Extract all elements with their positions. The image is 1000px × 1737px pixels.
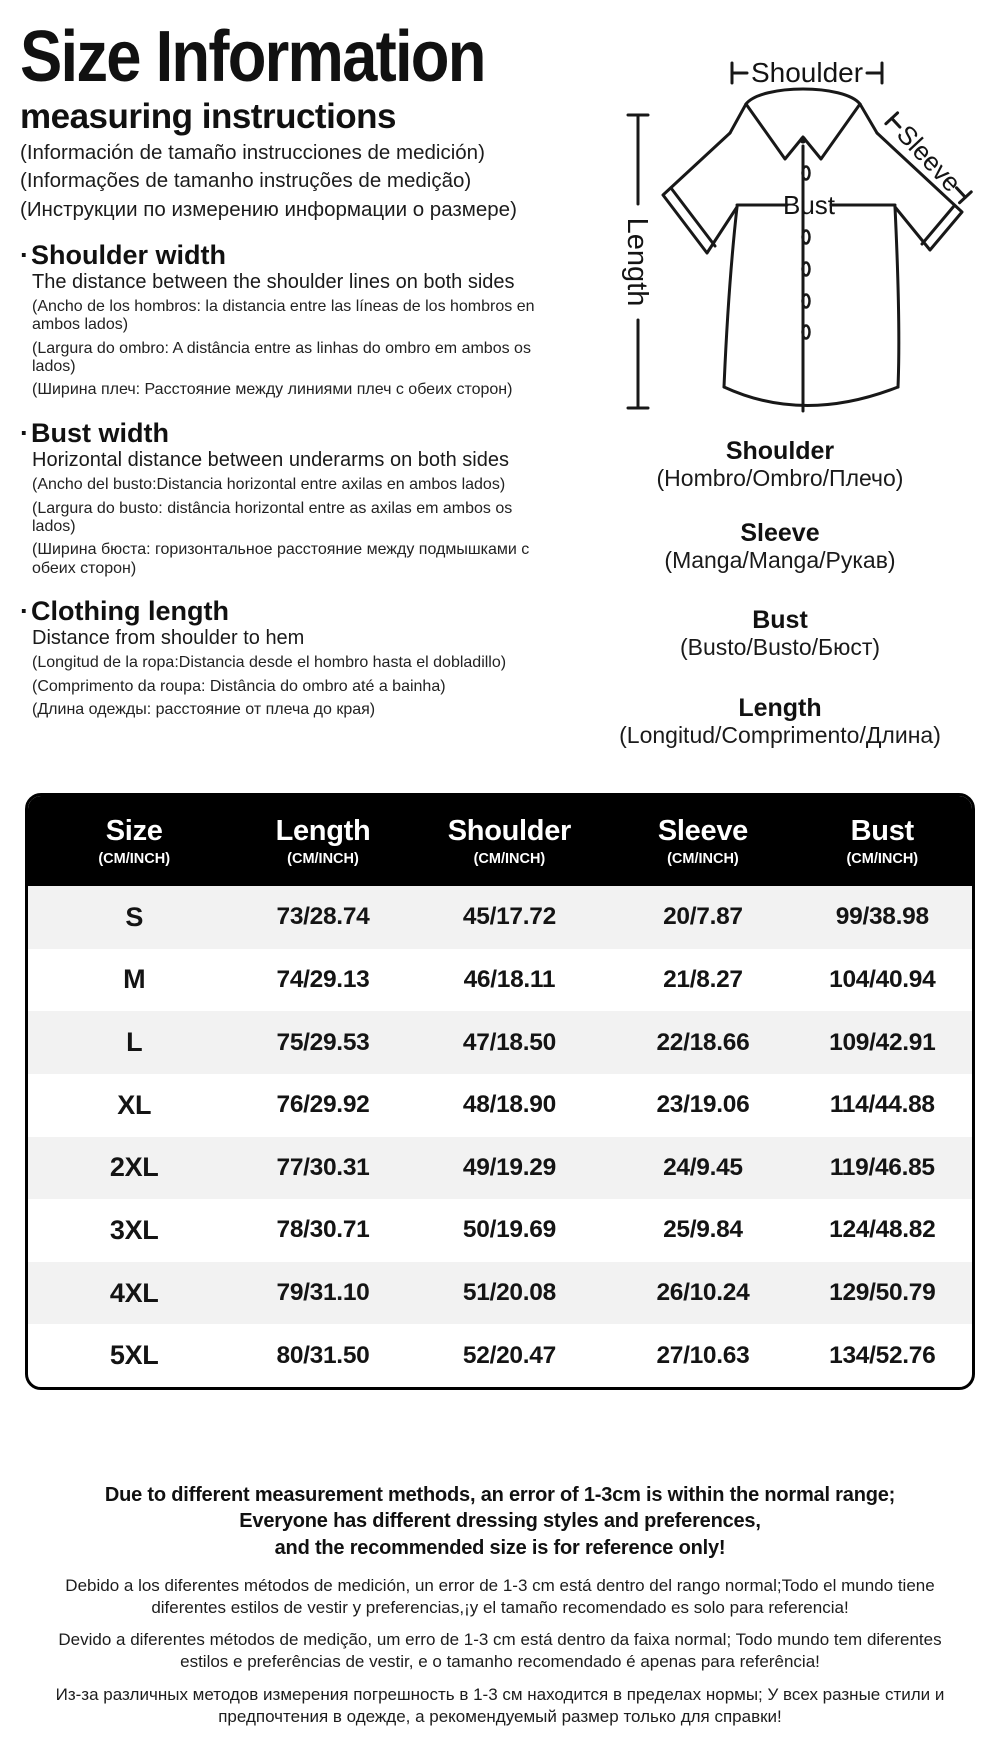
instructions-column — [20, 17, 565, 724]
section-description: Distance from shoulder to hem — [32, 627, 305, 650]
column-label: Shoulder — [447, 815, 572, 847]
cell-shoulder: 45/17.72 — [462, 903, 556, 931]
legend-translation: (Hombro/Ombro/Плечо) — [656, 465, 904, 492]
cell-bust: 99/38.98 — [835, 903, 929, 931]
subtitle-translation-pt: (Informações de tamanho instruções de medição) — [20, 169, 472, 193]
section-note-pt: (Comprimento da roupa: Distância do ombro até a bainha) — [32, 677, 446, 695]
legend-sleeve — [560, 520, 1000, 574]
section-note-es: (Ancho del busto:Distancia horizontal entre axilas en ambos lados) — [32, 476, 506, 494]
legend-term: Bust — [752, 606, 808, 634]
shoulder-measure-annotation — [732, 57, 882, 88]
disclaimer-ru: Из-за различных методов измерения погрешность в 1-3 см находится в пределах нормы; У всех разные стили и предпочтения в одежде, а рекомендуемый размер только для справки! — [55, 1684, 945, 1726]
cell-size: 3XL — [109, 1214, 159, 1245]
shirt-measurement-diagram — [560, 40, 1000, 432]
cell-size: 4XL — [109, 1277, 159, 1308]
disclaimer-en-line3: and the recommended size is for reference only! — [274, 1536, 726, 1559]
cell-bust: 129/50.79 — [829, 1279, 936, 1307]
disclaimer-block — [20, 1482, 980, 1728]
disclaimer-pt: Devido a diferentes métodos de medição, um erro de 1-3 cm está dentro da faixa normal; Todo mundo tem diferentes estilos e preferências de vestir, e o tamanho recomendado é apenas para referência! — [58, 1630, 942, 1672]
column-label: Sleeve — [657, 815, 748, 847]
cell-length: 73/28.74 — [276, 903, 370, 931]
legend-term: Shoulder — [725, 437, 835, 465]
section-heading-text: Shoulder width — [31, 239, 226, 270]
section-note-es: (Ancho de los hombros: la distancia entre las líneas de los hombros en ambos lados) — [32, 297, 535, 334]
cell-bust: 104/40.94 — [829, 965, 936, 993]
column-header-shoulder — [406, 815, 614, 867]
cell-length: 74/29.13 — [276, 965, 370, 993]
cell-length: 79/31.10 — [276, 1279, 370, 1307]
subtitle-translation-ru: (Инструкции по измерению информации о размере) — [20, 197, 517, 221]
section-heading-text: Clothing length — [31, 596, 229, 627]
column-header-bust — [793, 815, 972, 867]
section-note-ru: (Длина одежды: расстояние от плеча до края) — [32, 701, 376, 719]
table-row-2xl — [28, 1137, 972, 1200]
cell-shoulder: 52/20.47 — [462, 1341, 556, 1369]
legend-term: Length — [738, 694, 822, 722]
cell-length: 77/30.31 — [276, 1153, 370, 1181]
table-row-3xl — [28, 1199, 972, 1262]
legend-translation: (Longitud/Comprimento/Длина) — [619, 722, 941, 749]
cell-shoulder: 47/18.50 — [462, 1028, 556, 1056]
legend-shoulder — [560, 438, 1000, 492]
size-table — [25, 793, 975, 1390]
page-title: Size Information — [20, 17, 485, 97]
legend-translation: (Manga/Manga/Рукав) — [664, 547, 896, 574]
cell-length: 76/29.92 — [276, 1091, 370, 1119]
table-row-5xl — [28, 1324, 972, 1387]
cell-size: 5XL — [109, 1340, 159, 1371]
section-heading — [20, 418, 565, 448]
bust-measure-annotation — [737, 190, 895, 220]
column-unit: (CM/INCH) — [287, 851, 359, 867]
table-row-s — [28, 886, 972, 949]
cell-shoulder: 50/19.69 — [462, 1216, 556, 1244]
cell-shoulder: 51/20.08 — [462, 1279, 556, 1307]
column-label: Size — [105, 815, 163, 847]
page-subtitle: measuring instructions — [20, 96, 397, 136]
sleeve-measure-annotation — [881, 108, 977, 207]
cell-sleeve: 22/18.66 — [656, 1028, 750, 1056]
legend-bust — [560, 607, 1000, 661]
table-row-m — [28, 949, 972, 1012]
cell-shoulder: 48/18.90 — [462, 1091, 556, 1119]
cell-length: 80/31.50 — [276, 1341, 370, 1369]
column-label: Bust — [850, 815, 914, 847]
legend-term: Sleeve — [740, 519, 820, 547]
shirt-left-sleeve — [663, 133, 737, 253]
length-measure-annotation — [621, 115, 653, 408]
cell-bust: 134/52.76 — [829, 1341, 936, 1369]
section-heading — [20, 240, 565, 270]
shirt-left-shoulder-seam — [730, 104, 746, 133]
section-note-ru: (Ширина плеч: Расстояние между линиями плеч с обеих сторон) — [32, 381, 513, 399]
bullet-dot: · — [20, 239, 29, 270]
length-diagram-label: Length — [621, 217, 653, 307]
cell-size: XL — [117, 1089, 152, 1120]
cell-length: 75/29.53 — [276, 1028, 370, 1056]
column-header-size — [28, 815, 240, 867]
cell-bust: 114/44.88 — [829, 1091, 935, 1119]
sleeve-diagram-label: Sleeve — [890, 119, 968, 198]
size-table-header — [28, 796, 972, 886]
section-heading-text: Bust width — [31, 417, 169, 448]
section-bust-width — [20, 418, 565, 578]
cell-bust: 109/42.91 — [829, 1028, 936, 1056]
column-unit: (CM/INCH) — [98, 851, 171, 867]
cell-size: M — [123, 964, 146, 995]
section-description: Horizontal distance between underarms on both sides — [32, 449, 509, 472]
section-clothing-length — [20, 596, 565, 719]
cell-size: S — [125, 901, 144, 932]
cell-bust: 124/48.82 — [829, 1216, 936, 1244]
cell-shoulder: 46/18.11 — [463, 965, 556, 993]
cell-length: 78/30.71 — [276, 1216, 370, 1244]
cell-sleeve: 26/10.24 — [656, 1279, 750, 1307]
section-note-ru: (Ширина бюста: горизонтальное расстояние между подмышками с обеих сторон) — [32, 541, 530, 577]
shirt-right-shoulder-seam — [860, 104, 877, 133]
size-table-body — [28, 886, 972, 1387]
legend-translation: (Busto/Busto/Бюст) — [679, 634, 881, 661]
disclaimer-en-line2: Everyone has different dressing styles and preferences, — [239, 1510, 761, 1533]
table-row-xl — [28, 1074, 972, 1137]
section-description: The distance between the shoulder lines on both sides — [32, 270, 515, 293]
column-unit: (CM/INCH) — [846, 851, 919, 867]
section-note-es: (Longitud de la ropa:Distancia desde el hombro hasta el dobladillo) — [32, 654, 507, 672]
cell-size: L — [126, 1027, 143, 1058]
legend-length — [560, 695, 1000, 749]
cell-sleeve: 25/9.84 — [663, 1216, 743, 1244]
section-shoulder-width — [20, 240, 565, 400]
cell-sleeve: 23/19.06 — [656, 1091, 750, 1119]
column-unit: (CM/INCH) — [667, 851, 739, 867]
cell-size: 2XL — [109, 1152, 159, 1183]
table-row-4xl — [28, 1262, 972, 1325]
shoulder-diagram-label: Shoulder — [750, 57, 864, 88]
shirt-body — [724, 207, 899, 406]
disclaimer-en-line1: Due to different measurement methods, an error of 1-3cm is within the normal range; — [104, 1484, 896, 1506]
column-header-sleeve — [613, 815, 792, 867]
column-label: Length — [275, 815, 371, 847]
cell-sleeve: 20/7.87 — [663, 903, 743, 931]
cell-sleeve: 24/9.45 — [663, 1153, 743, 1181]
bullet-dot: · — [20, 417, 29, 448]
table-row-l — [28, 1011, 972, 1074]
section-note-pt: (Largura do busto: distância horizontal entre as axilas em ambos os lados) — [32, 499, 513, 535]
column-header-length — [240, 815, 405, 867]
cell-bust: 119/46.85 — [829, 1153, 935, 1181]
section-heading — [20, 596, 565, 626]
disclaimer-es: Debido a los diferentes métodos de medición, un error de 1-3 cm está dentro del rango normal;Todo el mundo tiene diferentes estilos de vestir y preferencias,¡y el tamaño recomendado es solo para referencia! — [65, 1576, 935, 1618]
bust-diagram-label: Bust — [782, 190, 836, 220]
column-unit: (CM/INCH) — [473, 851, 546, 867]
bullet-dot: · — [20, 596, 29, 627]
subtitle-translation-es: (Información de tamaño instrucciones de medición) — [20, 141, 485, 165]
section-note-pt: (Largura do ombro: A distância entre as linhas do ombro em ambos os lados) — [32, 339, 531, 376]
cell-sleeve: 21/8.27 — [663, 965, 743, 993]
cell-shoulder: 49/19.29 — [462, 1153, 556, 1181]
cell-sleeve: 27/10.63 — [656, 1341, 750, 1369]
